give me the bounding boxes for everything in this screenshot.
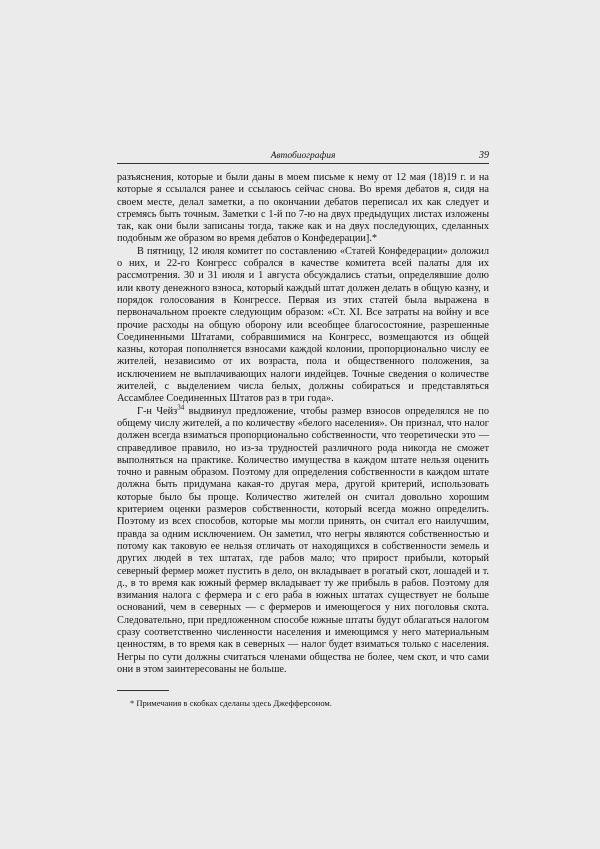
- paragraph-1: разъяснения, которые и были даны в моем письме к нему от 12 мая (18)19 г. и на которые я ссылался ранее и ссылаюсь сейчас снова. Во время дебатов я, сидя на своем месте, делал заметки, а по окончании дебатов переписал их как следует и стремясь быть точным. Заметки с 1-й по 7-ю на двух предыдущих листах изложены так, как они были записаны тогда, также как и на двух последующих, сделанных подобным же образом во время дебатов о Конфедерации].*: [117, 172, 489, 245]
- endnote-reference: 34: [177, 403, 185, 412]
- footnote: * Примечания в скобках сделаны здесь Джефферсоном.: [130, 698, 332, 708]
- main-text: [117, 172, 489, 676]
- paragraph-3: [117, 403, 489, 677]
- paragraph-3-rest: выдвинул предложение, чтобы размер взносов определялся не по общему числу жителей, а по количеству «белого населения». Он признал, что налог должен всегда взиматься пропорционально собственности, что теоретически это — справедливое правило, но из-за трудностей различного рода никогда не сможет выполняться на практике. Количество имущества в каждом штате нельзя оценить точно и равным образом. Поэтому для определения собственности в каждом штате должна быть придумана какая-то другая мера, другой критерий, использовать которые было бы проще. Количество жителей он считал довольно хорошим критерием оценки размеров собственности, который всегда можно определить. Поэтому из всех способов, которые мы могли принять, он считал его наилучшим, правда за одним исключением. Он заметил, что негры являются собственностью и потому как таковую ее нельзя отличать от находящихся в собственности земель и других людей в тех штатах, где рабов мало; что прирост прибыли, который северный фермер может пустить в дело, он вкладывает в рогатый скот, лошадей и т. д., в то время как южный фермер вкладывает ту же прибыль в рабов. Поэтому для взимания налога с фермера и с его раба в южных штатах существует не больше оснований, чем в северных — с фермеров и имеющегося у них поголовья скота. Следовательно, при предложенном способе южные штаты будут облагаться налогом сразу соответственно численности населения и имеющимся у него материальным ценностям, в то время как в северных — налог будет взиматься только с населения. Негры по сути должны считаться членами общества не более, чем скот, и что сами они в этом заинтересованы не больше.: [117, 405, 489, 675]
- page-number: 39: [479, 150, 489, 161]
- paragraph-3-start: Г-н Чейз: [137, 405, 178, 417]
- header-rule: [117, 163, 489, 164]
- page-header: [117, 150, 489, 164]
- running-title: Автобиография: [270, 151, 336, 161]
- footnote-rule: [117, 690, 169, 691]
- paragraph-2: В пятницу, 12 июля комитет по составлению «Статей Конфедерации» доложил о них, и 22-го Конгресс собрался в качестве комитета всей палаты для их рассмотрения. 30 и 31 июля и 1 августа обсуждались статьи, определявшие долю или квоту денежного взноса, который каждый штат должен делать в общую казну, и порядок голосования в Конгрессе. Первая из этих статей была выражена в первоначальном проекте следующим образом: «Ст. XI. Все затраты на войну и все прочие расходы на общую оборону или всеобщее благосостояние, разрешенные Соединенными Штатами, собравшимися на Конгресс, возмещаются из общей казны, которая пополняется взносами каждой колонии, пропорционально числу ее жителей, независимо от их возраста, пола и общественного положения, за исключением не выплачивающих налоги индейцев. Точные сведения о количестве жителей, с выделением числа белых, должны собираться и представляться Ассамблее Соединенных Штатов раз в три года».: [117, 245, 489, 405]
